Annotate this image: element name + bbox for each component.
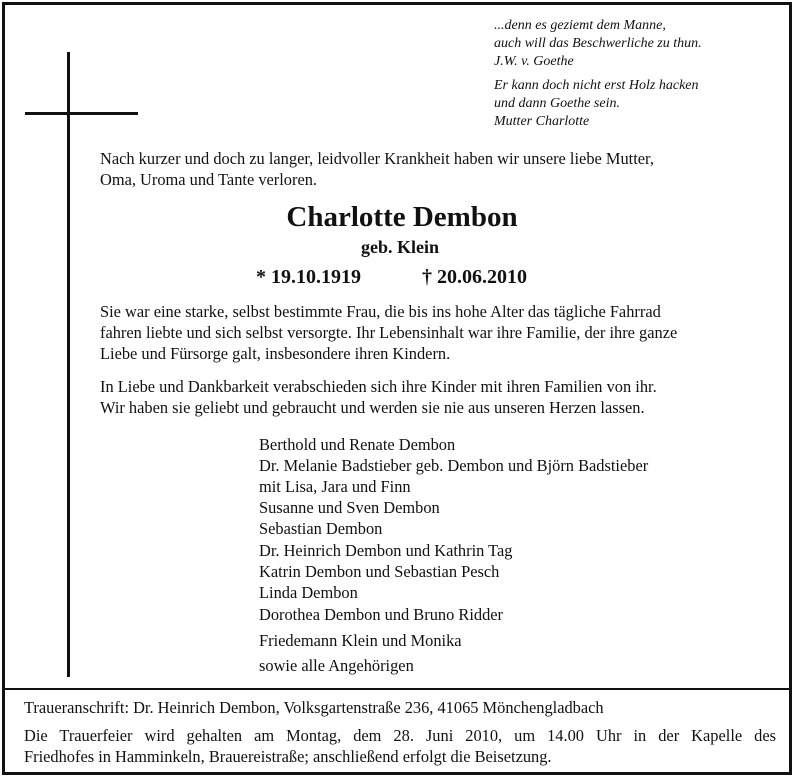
family-group — [259, 604, 503, 625]
death-date: † 20.06.2010 — [422, 266, 527, 288]
quote-line: Er kann doch nicht erst Holz hacken — [494, 78, 699, 93]
family-member: Katrin Dembon und Sebastian Pesch — [259, 562, 500, 581]
text-line: Oma, Uroma und Tante verloren. — [100, 170, 318, 189]
family-member: Dr. Melanie Badstieber geb. Dembon und Björn Badstieber — [259, 456, 649, 475]
mourning-address: Traueranschrift: Dr. Heinrich Dembon, Volksgartenstraße 236, 41065 Mönchengladbach — [24, 698, 604, 717]
cross-horizontal-bar — [25, 112, 138, 115]
deceased-name: Charlotte Dembon — [286, 201, 518, 233]
family-member: Dorothea Dembon und Bruno Ridder — [259, 605, 503, 624]
text-line: Sie war eine starke, selbst bestimmte Frau, die bis ins hohe Alter das tägliche Fahrrad — [100, 302, 661, 321]
quote-line: auch will das Beschwerliche zu thun. — [494, 36, 702, 51]
quote-author: Mutter Charlotte — [494, 114, 590, 129]
text-line: fahren liebte und sich selbst versorgte. Ihr Lebensinhalt war ihre Familie, der ihre ganze — [100, 323, 678, 342]
intro-text — [100, 148, 654, 190]
cross-vertical-bar — [67, 52, 70, 677]
family-member: Sebastian Dembon — [259, 519, 383, 538]
family-member: Berthold und Renate Dembon — [259, 435, 456, 454]
quote-author: J.W. v. Goethe — [494, 54, 574, 69]
text-line: Liebe und Fürsorge galt, insbesondere ihren Kindern. — [100, 344, 451, 363]
family-group — [259, 655, 414, 676]
text-line: In Liebe und Dankbarkeit verabschieden sich ihre Kinder mit ihren Familien von ihr. — [100, 377, 657, 396]
family-member: Friedemann Klein und Monika — [259, 631, 462, 650]
charlotte-quote — [494, 77, 699, 131]
funeral-service-info — [24, 725, 776, 767]
family-member: Susanne und Sven Dembon — [259, 498, 440, 517]
birth-date: * 19.10.1919 — [256, 266, 361, 288]
quote-line: und dann Goethe sein. — [494, 96, 620, 111]
text-line: Friedhofes in Hamminkeln, Brauereistraße; anschließend erfolgt die Beisetzung. — [24, 747, 552, 766]
divider-line — [5, 688, 790, 690]
family-member: Dr. Heinrich Dembon und Kathrin Tag — [259, 541, 513, 560]
text-line: Wir haben sie geliebt und gebraucht und werden sie nie aus unseren Herzen lassen. — [100, 398, 645, 417]
goethe-quote — [494, 17, 702, 71]
family-member: Linda Dembon — [259, 583, 358, 602]
family-group — [259, 434, 648, 539]
family-member: mit Lisa, Jara und Finn — [259, 477, 411, 496]
birth-name: geb. Klein — [360, 237, 439, 257]
tribute-paragraph — [100, 301, 677, 364]
quote-line: ...denn es geziemt dem Manne, — [494, 18, 666, 33]
text-line: Die Trauerfeier wird gehalten am Montag, dem 28. Juni 2010, um 14.00 Uhr in der Kapelle des — [24, 726, 776, 745]
family-member: sowie alle Angehörigen — [259, 656, 414, 675]
family-group — [259, 630, 462, 651]
text-line: Nach kurzer und doch zu langer, leidvoller Krankheit haben wir unsere liebe Mutter, — [100, 149, 654, 168]
farewell-paragraph — [100, 376, 657, 418]
family-group — [259, 540, 512, 603]
